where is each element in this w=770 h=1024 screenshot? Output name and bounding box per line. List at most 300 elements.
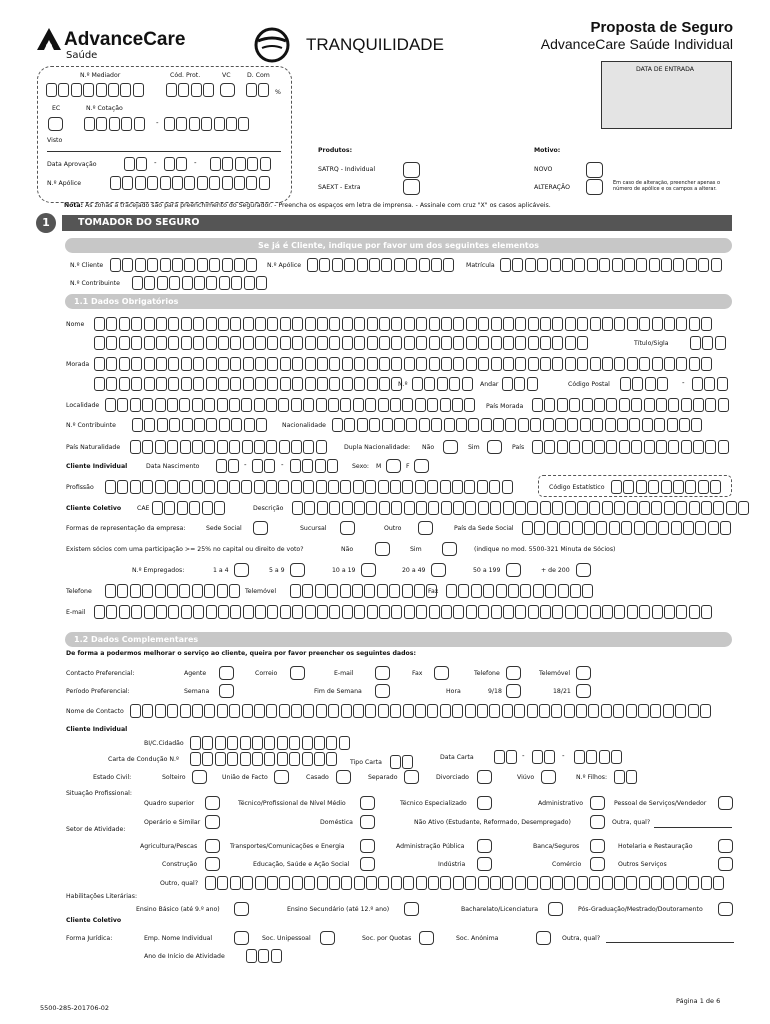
input-cell[interactable] (243, 357, 254, 371)
input-cell[interactable] (58, 83, 69, 97)
input-cell[interactable] (206, 276, 217, 290)
input-cell[interactable] (235, 157, 246, 171)
input-cell[interactable] (317, 317, 328, 331)
input-cell[interactable] (156, 317, 167, 331)
input-cell[interactable] (354, 605, 365, 619)
d-com-cells[interactable] (246, 83, 269, 97)
input-cell[interactable] (698, 258, 709, 272)
carta-cells[interactable] (190, 752, 337, 766)
input-cell[interactable] (381, 258, 392, 272)
input-cell[interactable] (379, 605, 390, 619)
input-cell[interactable] (515, 605, 526, 619)
input-cell[interactable] (391, 605, 402, 619)
input-cell[interactable] (307, 258, 318, 272)
input-cell[interactable] (639, 605, 650, 619)
input-cell[interactable] (132, 418, 143, 432)
input-cell[interactable] (305, 336, 316, 350)
input-cell[interactable] (164, 157, 175, 171)
input-cell[interactable] (649, 258, 660, 272)
input-cell[interactable] (623, 480, 634, 494)
input-cell[interactable] (458, 584, 469, 598)
emp-1-4-checkbox[interactable] (234, 563, 249, 577)
input-cell[interactable] (664, 317, 675, 331)
input-cell[interactable] (192, 398, 203, 412)
input-cell[interactable] (217, 398, 228, 412)
input-cell[interactable] (231, 418, 242, 432)
input-cell[interactable] (651, 501, 662, 515)
input-cell[interactable] (590, 317, 601, 331)
input-cell[interactable] (390, 704, 401, 718)
input-cell[interactable] (594, 440, 605, 454)
input-cell[interactable] (416, 317, 427, 331)
input-cell[interactable] (164, 501, 175, 515)
input-cell[interactable] (209, 176, 220, 190)
input-cell[interactable] (246, 949, 257, 963)
input-cell[interactable] (710, 480, 721, 494)
input-cell[interactable] (648, 480, 659, 494)
fax-cells[interactable] (446, 584, 593, 598)
input-cell[interactable] (291, 398, 302, 412)
input-cell[interactable] (701, 605, 712, 619)
input-cell[interactable] (106, 336, 117, 350)
input-cell[interactable] (357, 258, 368, 272)
input-cell[interactable] (209, 258, 220, 272)
input-cell[interactable] (341, 704, 352, 718)
input-cell[interactable] (316, 398, 327, 412)
input-cell[interactable] (676, 605, 687, 619)
input-cell[interactable] (690, 336, 701, 350)
nacionalidade-cells[interactable] (332, 418, 702, 432)
input-cell[interactable] (518, 418, 529, 432)
input-cell[interactable] (217, 584, 228, 598)
input-cell[interactable] (227, 736, 238, 750)
input-cell[interactable] (491, 317, 502, 331)
input-cell[interactable] (515, 317, 526, 331)
input-cell[interactable] (611, 480, 622, 494)
input-cell[interactable] (229, 440, 240, 454)
input-cell[interactable] (354, 336, 365, 350)
input-cell[interactable] (94, 357, 105, 371)
input-cell[interactable] (639, 876, 650, 890)
input-cell[interactable] (181, 336, 192, 350)
input-cell[interactable] (134, 117, 145, 131)
input-cell[interactable] (108, 83, 119, 97)
input-cell[interactable] (106, 317, 117, 331)
input-cell[interactable] (528, 357, 539, 371)
input-cell[interactable] (168, 357, 179, 371)
input-cell[interactable] (715, 336, 726, 350)
input-cell[interactable] (96, 117, 107, 131)
input-cell[interactable] (693, 440, 704, 454)
input-cell[interactable] (193, 357, 204, 371)
input-cell[interactable] (404, 317, 415, 331)
input-cell[interactable] (230, 317, 241, 331)
input-cell[interactable] (626, 770, 637, 784)
input-cell[interactable] (179, 584, 190, 598)
setor-admin-publica-checkbox[interactable] (477, 839, 492, 853)
periodo-18-21-checkbox[interactable] (576, 684, 591, 698)
input-cell[interactable] (340, 480, 351, 494)
input-cell[interactable] (444, 418, 455, 432)
input-cell[interactable] (552, 336, 563, 350)
input-cell[interactable] (639, 317, 650, 331)
input-cell[interactable] (692, 377, 703, 391)
input-cell[interactable] (465, 876, 476, 890)
input-cell[interactable] (206, 317, 217, 331)
dupla-nao-checkbox[interactable] (443, 440, 458, 454)
input-cell[interactable] (192, 480, 203, 494)
input-cell[interactable] (130, 584, 141, 598)
input-cell[interactable] (564, 704, 575, 718)
input-cell[interactable] (142, 398, 153, 412)
input-cell[interactable] (264, 752, 275, 766)
input-cell[interactable] (614, 605, 625, 619)
input-cell[interactable] (326, 752, 337, 766)
input-cell[interactable] (354, 317, 365, 331)
input-cell[interactable] (357, 418, 368, 432)
forma-outra-line[interactable] (606, 942, 734, 943)
input-cell[interactable] (182, 276, 193, 290)
input-cell[interactable] (584, 521, 595, 535)
input-cell[interactable] (155, 480, 166, 494)
descricao-cells[interactable] (292, 501, 749, 515)
input-cell[interactable] (302, 459, 313, 473)
carta-day[interactable] (494, 750, 517, 764)
input-cell[interactable] (508, 584, 519, 598)
input-cell[interactable] (365, 480, 376, 494)
input-cell[interactable] (391, 336, 402, 350)
input-cell[interactable] (238, 117, 249, 131)
input-cell[interactable] (552, 501, 563, 515)
input-cell[interactable] (193, 377, 204, 391)
tipo-carta-cells[interactable] (390, 755, 413, 769)
input-cell[interactable] (147, 176, 158, 190)
input-cell[interactable] (626, 704, 637, 718)
input-cell[interactable] (673, 480, 684, 494)
numero-cells[interactable] (412, 377, 473, 391)
input-cell[interactable] (172, 258, 183, 272)
input-cell[interactable] (456, 418, 467, 432)
input-cell[interactable] (110, 176, 121, 190)
input-cell[interactable] (317, 377, 328, 391)
input-cell[interactable] (614, 876, 625, 890)
input-cell[interactable] (240, 752, 251, 766)
input-cell[interactable] (577, 876, 588, 890)
input-cell[interactable] (652, 605, 663, 619)
input-cell[interactable] (379, 336, 390, 350)
input-cell[interactable] (540, 317, 551, 331)
input-cell[interactable] (466, 317, 477, 331)
input-cell[interactable] (718, 440, 729, 454)
input-cell[interactable] (685, 480, 696, 494)
input-cell[interactable] (120, 83, 131, 97)
matricula-cells[interactable] (500, 258, 722, 272)
input-cell[interactable] (614, 357, 625, 371)
input-cell[interactable] (403, 876, 414, 890)
input-cell[interactable] (465, 501, 476, 515)
input-cell[interactable] (147, 258, 158, 272)
estado-viuvo-checkbox[interactable] (541, 770, 556, 784)
input-cell[interactable] (206, 605, 217, 619)
input-cell[interactable] (661, 480, 672, 494)
input-cell[interactable] (464, 480, 475, 494)
hab-pos-grad-checkbox[interactable] (718, 902, 733, 916)
input-cell[interactable] (119, 317, 130, 331)
input-cell[interactable] (614, 501, 625, 515)
input-cell[interactable] (317, 605, 328, 619)
input-cell[interactable] (292, 501, 303, 515)
input-cell[interactable] (168, 336, 179, 350)
input-cell[interactable] (547, 521, 558, 535)
prof-operario-checkbox[interactable] (205, 815, 220, 829)
input-cell[interactable] (532, 398, 543, 412)
input-cell[interactable] (317, 336, 328, 350)
input-cell[interactable] (192, 584, 203, 598)
input-cell[interactable] (290, 459, 301, 473)
input-cell[interactable] (244, 276, 255, 290)
input-cell[interactable] (189, 117, 200, 131)
input-cell[interactable] (167, 584, 178, 598)
input-cell[interactable] (277, 752, 288, 766)
input-cell[interactable] (303, 398, 314, 412)
input-cell[interactable] (218, 605, 229, 619)
input-cell[interactable] (229, 480, 240, 494)
input-cell[interactable] (329, 876, 340, 890)
input-cell[interactable] (415, 704, 426, 718)
input-cell[interactable] (367, 377, 378, 391)
input-cell[interactable] (117, 584, 128, 598)
input-cell[interactable] (416, 357, 427, 371)
input-cell[interactable] (540, 605, 551, 619)
input-cell[interactable] (738, 501, 749, 515)
input-cell[interactable] (193, 336, 204, 350)
input-cell[interactable] (644, 440, 655, 454)
setor-banca-checkbox[interactable] (590, 839, 605, 853)
input-cell[interactable] (496, 584, 507, 598)
input-cell[interactable] (686, 258, 697, 272)
input-cell[interactable] (574, 750, 585, 764)
input-cell[interactable] (634, 521, 645, 535)
input-cell[interactable] (491, 336, 502, 350)
input-cell[interactable] (166, 83, 177, 97)
input-cell[interactable] (520, 584, 531, 598)
input-cell[interactable] (718, 398, 729, 412)
input-cell[interactable] (179, 398, 190, 412)
input-cell[interactable] (379, 377, 390, 391)
input-cell[interactable] (540, 336, 551, 350)
input-cell[interactable] (390, 398, 401, 412)
input-cell[interactable] (446, 584, 457, 598)
input-cell[interactable] (559, 521, 570, 535)
setor-outros-checkbox[interactable] (718, 857, 733, 871)
input-cell[interactable] (369, 258, 380, 272)
cod-postal-cells-b[interactable] (692, 377, 728, 391)
input-cell[interactable] (452, 704, 463, 718)
input-cell[interactable] (219, 418, 230, 432)
input-cell[interactable] (136, 157, 147, 171)
input-cell[interactable] (503, 605, 514, 619)
input-cell[interactable] (528, 605, 539, 619)
input-cell[interactable] (452, 480, 463, 494)
input-cell[interactable] (453, 605, 464, 619)
input-cell[interactable] (602, 605, 613, 619)
input-cell[interactable] (427, 704, 438, 718)
input-cell[interactable] (218, 317, 229, 331)
input-cell[interactable] (202, 752, 213, 766)
input-cell[interactable] (693, 398, 704, 412)
input-cell[interactable] (629, 418, 640, 432)
setor-agricultura-checkbox[interactable] (205, 839, 220, 853)
input-cell[interactable] (342, 501, 353, 515)
input-cell[interactable] (155, 704, 166, 718)
input-cell[interactable] (280, 357, 291, 371)
input-cell[interactable] (193, 605, 204, 619)
input-cell[interactable] (119, 357, 130, 371)
input-cell[interactable] (144, 276, 155, 290)
input-cell[interactable] (390, 755, 401, 769)
localidade-cells[interactable] (105, 398, 475, 412)
nasc-month[interactable] (252, 459, 275, 473)
input-cell[interactable] (695, 521, 706, 535)
emp-5-9-checkbox[interactable] (290, 563, 305, 577)
input-cell[interactable] (379, 317, 390, 331)
input-cell[interactable] (379, 357, 390, 371)
input-cell[interactable] (402, 584, 413, 598)
input-cell[interactable] (544, 440, 555, 454)
input-cell[interactable] (681, 398, 692, 412)
input-cell[interactable] (179, 480, 190, 494)
input-cell[interactable] (379, 501, 390, 515)
socios-nao-checkbox[interactable] (375, 542, 390, 556)
input-cell[interactable] (592, 418, 603, 432)
input-cell[interactable] (230, 377, 241, 391)
input-cell[interactable] (576, 704, 587, 718)
input-cell[interactable] (167, 398, 178, 412)
input-cell[interactable] (557, 440, 568, 454)
input-cell[interactable] (577, 605, 588, 619)
input-cell[interactable] (416, 501, 427, 515)
input-cell[interactable] (278, 398, 289, 412)
pais-naturalidade-cells[interactable] (130, 440, 327, 454)
input-cell[interactable] (256, 276, 267, 290)
carta-month[interactable] (532, 750, 555, 764)
input-cell[interactable] (152, 501, 163, 515)
input-cell[interactable] (391, 357, 402, 371)
input-cell[interactable] (651, 876, 662, 890)
input-cell[interactable] (478, 357, 489, 371)
input-cell[interactable] (168, 605, 179, 619)
input-cell[interactable] (416, 605, 427, 619)
input-cell[interactable] (132, 276, 143, 290)
input-cell[interactable] (465, 704, 476, 718)
periodo-fim-semana-checkbox[interactable] (375, 684, 390, 698)
input-cell[interactable] (119, 605, 130, 619)
input-cell[interactable] (241, 398, 252, 412)
setor-comercio-checkbox[interactable] (590, 857, 605, 871)
input-cell[interactable] (590, 605, 601, 619)
input-cell[interactable] (317, 876, 328, 890)
input-cell[interactable] (303, 480, 314, 494)
saext-checkbox[interactable] (403, 179, 420, 195)
input-cell[interactable] (468, 418, 479, 432)
input-cell[interactable] (328, 480, 339, 494)
input-cell[interactable] (329, 336, 340, 350)
input-cell[interactable] (217, 480, 228, 494)
input-cell[interactable] (525, 258, 536, 272)
input-cell[interactable] (627, 357, 638, 371)
pais-sede-cells[interactable] (522, 521, 731, 535)
input-cell[interactable] (443, 258, 454, 272)
input-cell[interactable] (142, 584, 153, 598)
input-cell[interactable] (431, 258, 442, 272)
input-cell[interactable] (230, 605, 241, 619)
forma-anonima-checkbox[interactable] (536, 931, 551, 945)
ano-inicio-cells[interactable] (246, 949, 282, 963)
input-cell[interactable] (627, 317, 638, 331)
input-cell[interactable] (354, 501, 365, 515)
input-cell[interactable] (367, 317, 378, 331)
input-cell[interactable] (620, 377, 631, 391)
satrq-checkbox[interactable] (403, 162, 420, 178)
input-cell[interactable] (267, 377, 278, 391)
input-cell[interactable] (292, 605, 303, 619)
input-cell[interactable] (378, 876, 389, 890)
input-cell[interactable] (441, 317, 452, 331)
input-cell[interactable] (105, 584, 116, 598)
sucursal-checkbox[interactable] (340, 521, 355, 535)
input-cell[interactable] (676, 357, 687, 371)
input-cell[interactable] (302, 584, 313, 598)
input-cell[interactable] (202, 736, 213, 750)
input-cell[interactable] (502, 704, 513, 718)
input-cell[interactable] (190, 736, 201, 750)
input-cell[interactable] (264, 459, 275, 473)
input-cell[interactable] (182, 418, 193, 432)
input-cell[interactable] (176, 117, 187, 131)
input-cell[interactable] (206, 336, 217, 350)
cod-prot-cells[interactable] (166, 83, 214, 97)
input-cell[interactable] (642, 418, 653, 432)
input-cell[interactable] (289, 736, 300, 750)
input-cell[interactable] (144, 377, 155, 391)
setor-construcao-checkbox[interactable] (205, 857, 220, 871)
input-cell[interactable] (279, 440, 290, 454)
input-cell[interactable] (194, 418, 205, 432)
input-cell[interactable] (389, 584, 400, 598)
input-cell[interactable] (594, 398, 605, 412)
input-cell[interactable] (252, 752, 263, 766)
input-cell[interactable] (391, 501, 402, 515)
input-cell[interactable] (527, 501, 538, 515)
input-cell[interactable] (315, 459, 326, 473)
cod-estatistico-cells[interactable] (611, 480, 721, 494)
input-cell[interactable] (157, 418, 168, 432)
input-cell[interactable] (339, 736, 350, 750)
input-cell[interactable] (329, 317, 340, 331)
input-cell[interactable] (277, 736, 288, 750)
input-cell[interactable] (332, 418, 343, 432)
input-cell[interactable] (481, 418, 492, 432)
input-cell[interactable] (256, 418, 267, 432)
input-cell[interactable] (619, 398, 630, 412)
input-cell[interactable] (303, 440, 314, 454)
vc-box[interactable] (220, 83, 235, 97)
input-cell[interactable] (377, 584, 388, 598)
input-cell[interactable] (340, 398, 351, 412)
input-cell[interactable] (490, 501, 501, 515)
mediador-cells[interactable] (46, 83, 144, 97)
input-cell[interactable] (602, 501, 613, 515)
